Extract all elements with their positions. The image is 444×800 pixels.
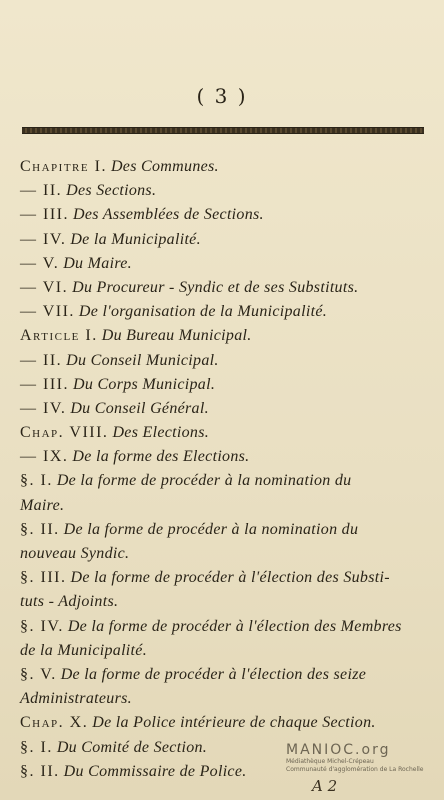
toc-entry: §. III. De la forme de procéder à l'élection des Substi-: [20, 569, 390, 587]
toc-entry-continuation: de la Municipalité.: [20, 641, 148, 659]
ornamental-rule: [22, 127, 424, 134]
toc-entry: §. V. De la forme de procéder à l'élection des seize: [20, 665, 367, 683]
toc-entry: — III. Du Corps Municipal.: [20, 375, 216, 393]
toc-entry-continuation: tuts - Adjoints.: [20, 593, 119, 611]
watermark-line: Médiathèque Michel-Crépeau: [286, 758, 374, 765]
toc-entry-continuation: Administrateurs.: [20, 690, 132, 708]
toc-entry: §. II. De la forme de procéder à la nomination du: [20, 520, 359, 538]
toc-entry: — VII. De l'organisation de la Municipalité.: [20, 303, 328, 321]
toc-entry: Chapitre I. Des Communes.: [20, 158, 219, 175]
toc-entry: §. I. Du Comité de Section.: [20, 738, 208, 756]
manioc-logo: MANIOC.org: [286, 742, 391, 758]
toc-entry: Chap. VIII. Des Elections.: [20, 424, 210, 442]
manioc-watermark: [286, 742, 436, 774]
toc-entry: — V. Du Maire.: [20, 254, 132, 272]
page-number: ( 3 ): [196, 84, 248, 108]
toc-entry: §. II. Du Commissaire de Police.: [20, 762, 247, 780]
toc-entry: — III. Des Assemblées de Sections.: [20, 206, 264, 224]
toc-entry: Chap. X. De la Police intérieure de chaque Section.: [20, 714, 376, 732]
toc-entry: Article I. Du Bureau Municipal.: [20, 327, 252, 345]
toc-entry: — IV. Du Conseil Général.: [20, 399, 209, 417]
toc-entry: §. IV. De la forme de procéder à l'élection des Membres: [20, 617, 402, 635]
toc-entry: — II. Du Conseil Municipal.: [20, 351, 219, 369]
watermark-line: Communauté d'agglomération de La Rochelle: [286, 766, 424, 773]
toc-entry: — VI. Du Procureur - Syndic et de ses Substituts.: [20, 278, 359, 296]
printer-signature: A 2: [312, 777, 338, 795]
toc-entry-continuation: nouveau Syndic.: [20, 545, 130, 562]
table-of-contents: [20, 155, 424, 784]
toc-entry: — IV. De la Municipalité.: [20, 230, 201, 248]
toc-entry: §. I. De la forme de procéder à la nomination du: [20, 472, 352, 490]
toc-entry: — II. Des Sections.: [20, 182, 157, 200]
toc-entry: — IX. De la forme des Elections.: [20, 448, 250, 466]
toc-entry-continuation: Maire.: [20, 496, 65, 514]
